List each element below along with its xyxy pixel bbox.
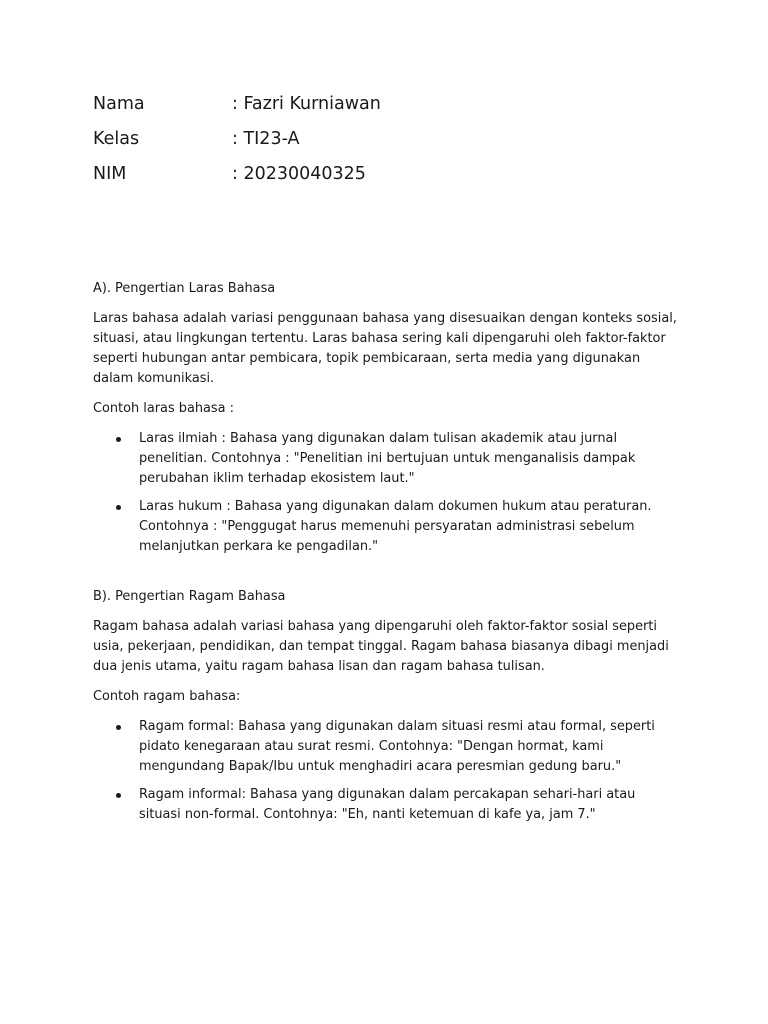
section-b-heading: B). Pengertian Ragam Bahasa (93, 589, 286, 604)
bullet-icon (116, 437, 121, 442)
section-a-examples-label: Contoh laras bahasa : (93, 401, 234, 416)
identity-row-kelas (93, 121, 381, 156)
list-item-text: Laras hukum : Bahasa yang digunakan dalam dokumen hukum atau peraturan. Contohnya : "Penggugat harus memenuhi persyaratan administrasi sebelum melanjutkan perkara ke pengadilan." (139, 499, 652, 554)
nama-label: Nama (93, 93, 145, 114)
nama-value: : Fazri Kurniawan (232, 93, 381, 114)
bullet-icon (116, 793, 121, 798)
identity-block (93, 86, 381, 191)
section-a-heading: A). Pengertian Laras Bahasa (93, 281, 276, 296)
identity-row-nama (93, 86, 381, 121)
section-b-examples-label: Contoh ragam bahasa: (93, 689, 241, 704)
kelas-value: : TI23-A (232, 128, 300, 149)
section-a-paragraph: Laras bahasa adalah variasi penggunaan bahasa yang disesuaikan dengan konteks sosial, situasi, atau lingkungan tertentu. Laras bahasa sering kali dipengaruhi oleh faktor-faktor seperti hubungan antar pembicara, topik pembicaraan, serta media yang digunakan dalam komunikasi. (93, 311, 677, 386)
document-content (93, 279, 678, 835)
bullet-icon (116, 505, 121, 510)
kelas-label: Kelas (93, 128, 140, 149)
nim-value: : 20230040325 (232, 163, 366, 184)
list-item-text: Laras ilmiah : Bahasa yang digunakan dalam tulisan akademik atau jurnal penelitian. Contohnya : "Penelitian ini bertujuan untuk menganalisis dampak perubahan iklim terhadap ekosistem laut." (139, 431, 636, 486)
list-item (93, 785, 678, 825)
section-b-paragraph: Ragam bahasa adalah variasi bahasa yang dipengaruhi oleh faktor-faktor sosial seperti usia, pekerjaan, pendidikan, dan tempat tinggal. Ragam bahasa biasanya dibagi menjadi dua jenis utama, yaitu ragam bahasa lisan dan ragam bahasa tulisan. (93, 619, 669, 674)
bullet-icon (116, 725, 121, 730)
list-item-text: Ragam informal: Bahasa yang digunakan dalam percakapan sehari-hari atau situasi non-formal. Contohnya: "Eh, nanti ketemuan di kafe ya, jam 7." (139, 787, 636, 822)
identity-row-nim (93, 156, 381, 191)
list-item (93, 717, 678, 777)
list-item (93, 429, 678, 489)
list-item (93, 497, 678, 557)
section-a-example-list (93, 429, 678, 557)
section-b-example-list (93, 717, 678, 825)
list-item-text: Ragam formal: Bahasa yang digunakan dalam situasi resmi atau formal, seperti pidato kenegaraan atau surat resmi. Contohnya: "Dengan hormat, kami mengundang Bapak/Ibu untuk menghadiri acara peresmian gedung baru." (139, 719, 655, 774)
nim-label: NIM (93, 163, 127, 184)
